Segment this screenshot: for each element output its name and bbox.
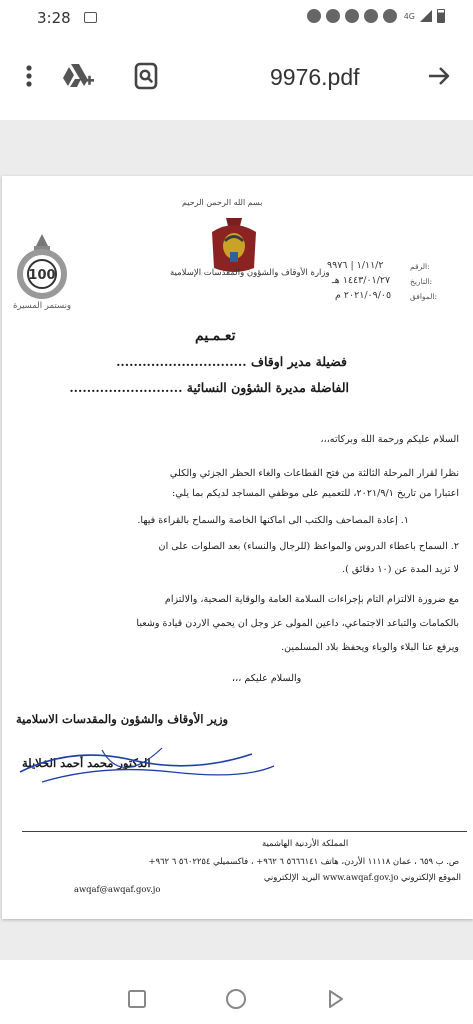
closing-salutation: والسلام عليكم ،،، — [232, 673, 302, 684]
more-options-button[interactable] — [9, 56, 49, 96]
status-bar — [0, 0, 473, 38]
hijri-date: ١٤٤٣/٠١/٢٧ هـ — [332, 275, 391, 286]
arrow-forward-icon — [428, 66, 450, 86]
recents-button[interactable] — [122, 984, 152, 1014]
greeting: السلام عليكم ورحمة الله وبركاته،،، — [320, 434, 459, 445]
screen-record-icon — [84, 12, 97, 23]
signatory-title: وزير الأوقاف والشؤون والمقدسات الاسلامية — [16, 712, 229, 726]
centenary-number: 100 — [28, 268, 56, 283]
list-item-2-line-2: لا تزيد المدة عن (١٠ دقائق ). — [342, 564, 459, 575]
messenger-icon — [345, 9, 359, 23]
paragraph-1-line-1: نظرا لقرار المرحلة الثالثة من فتح القطاعات والغاء الحظر الجزئي والكلي — [169, 468, 459, 479]
footer-website: الموقع الإلكتروني www.awqaf.gov.jo البريد الإلكتروني — [263, 872, 461, 882]
google-lens-button[interactable] — [126, 56, 166, 96]
addressee-womens-affairs: الفاضلة مديرة الشؤون النسائية .......................... — [69, 380, 349, 395]
paragraph-2-line-3: ويرفع عنا البلاء والوباء ويحفظ بلاد المسلمين. — [281, 642, 459, 653]
recents-icon — [127, 989, 147, 1009]
jordan-coat-of-arms-icon — [204, 212, 264, 276]
add-to-drive-button[interactable] — [58, 56, 98, 96]
ministry-name: وزارة الأوقاف والشؤون والمقدسات الإسلامية — [170, 268, 330, 278]
centenary-caption: ونستمر المسيرة — [12, 301, 72, 311]
home-icon — [225, 988, 247, 1010]
paragraph-2-line-1: مع ضرورة الالتزام التام بإجراءات السلامة العامة والوقاية الصحية، والالتزام — [164, 594, 459, 605]
centenary-logo — [8, 226, 76, 312]
status-icons — [307, 9, 445, 23]
drive-add-icon — [61, 62, 95, 90]
open-with-button[interactable] — [419, 56, 459, 96]
facebook-icon — [364, 9, 378, 23]
footer-divider — [22, 831, 467, 832]
file-name: 9976.pdf — [270, 64, 360, 90]
gregorian-date: ٢٠٢١/٠٩/٠٥ م — [335, 290, 392, 301]
hijri-date-label: التاريخ: — [410, 277, 432, 286]
document-heading: تعـمـيم — [195, 328, 236, 344]
signatory-name: الدكتور محمد أحمد الخلايلة — [22, 756, 151, 770]
footer-email: awqaf@awqaf.gov.jo — [74, 884, 161, 894]
battery-icon — [437, 9, 445, 23]
list-item-1: ١. إعادة المصاحف والكتب الى اماكنها الخاصة والسماح بالقراءة فيها. — [137, 515, 409, 526]
more-vert-icon — [26, 64, 32, 88]
back-button[interactable] — [320, 984, 350, 1014]
pdf-page — [2, 176, 473, 919]
basmala-text: بسم الله الرحمن الرحيم — [182, 198, 263, 207]
lens-search-icon — [133, 62, 159, 90]
system-nav-bar — [0, 960, 473, 1024]
footer-kingdom: المملكة الأردنية الهاشمية — [262, 838, 349, 848]
home-button[interactable] — [221, 984, 251, 1014]
paragraph-1-line-2: اعتبارا من تاريخ ٢٠٢١/٩/١، للتعميم على موظفي المساجد لديكم بما يلي: — [172, 488, 459, 499]
notification-icon — [326, 9, 340, 23]
footer-address: ص. ب ٦٥٩ ، عمان ١١١١٨ الأردن، هاتف ٥٦٦٦١٤١ ٦ ٩٦٢+ ، فاكسميلي ٥٦٠٢٢٥٤ ٦ ٩٦٢+ — [148, 856, 459, 866]
gregorian-date-label: الموافق: — [410, 292, 438, 301]
reference-number: ١/١١/٢ | ٩٩٧٦ — [327, 260, 384, 271]
notification-icon — [307, 9, 321, 23]
pdf-viewer[interactable] — [0, 120, 473, 960]
status-time: 3:28 — [37, 9, 71, 27]
addressee-awqaf-director: فضيلة مدير اوقاف .............................. — [116, 354, 347, 369]
pdf-toolbar — [0, 38, 473, 120]
notification-icon — [383, 9, 397, 23]
signal-icon — [420, 10, 432, 22]
back-triangle-icon — [325, 989, 345, 1009]
list-item-2-line-1: ٢. السماح باعطاء الدروس والمواعظ (للرجال والنساء) بعد الصلوات على ان — [158, 541, 459, 552]
paragraph-2-line-2: بالكمامات والتباعد الاجتماعي، داعين المولى عز وجل ان يحمي الاردن قيادة وشعبا — [136, 618, 459, 629]
network-type: 4G — [403, 11, 415, 21]
number-label: الرقم: — [410, 262, 430, 271]
